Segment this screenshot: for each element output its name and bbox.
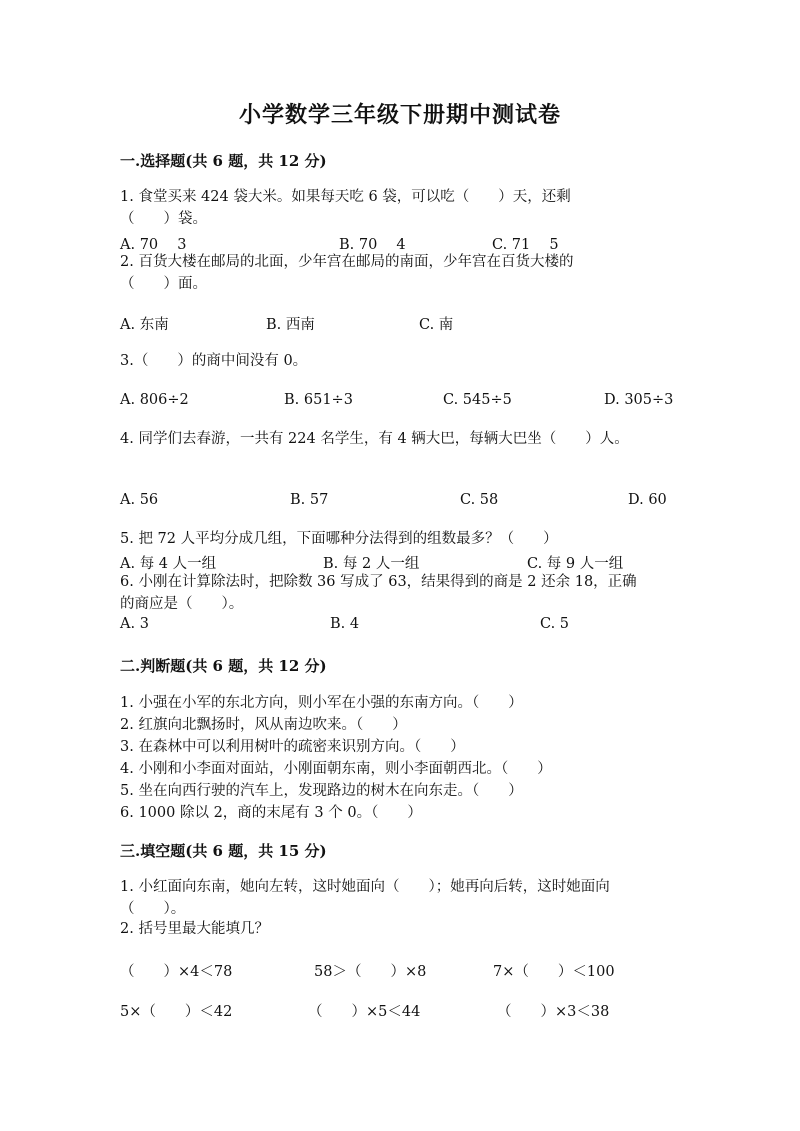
judgment-item: 6. 1000 除以 2，商的末尾有 3 个 0。（ ） bbox=[120, 805, 422, 821]
option-a[interactable]: A. 70 3 bbox=[120, 237, 187, 253]
question-4: 4. 同学们去春游，一共有 224 名学生，有 4 辆大巴，每辆大巴坐（ ）人。 bbox=[120, 431, 629, 447]
option-b[interactable]: B. 651÷3 bbox=[284, 392, 353, 408]
judgment-item: 1. 小强在小军的东北方向，则小军在小强的东南方向。（ ） bbox=[120, 695, 523, 711]
question-2-line-2: （ ）面。 bbox=[120, 276, 207, 292]
option-c[interactable]: C. 南 bbox=[419, 317, 454, 333]
option-c[interactable]: C. 71 5 bbox=[492, 237, 559, 253]
option-b[interactable]: B. 每 2 人一组 bbox=[323, 556, 420, 572]
question-1-line-2: （ ）袋。 bbox=[120, 211, 207, 227]
question-1-line-1: 1. 食堂买来 424 袋大米。如果每天吃 6 袋，可以吃（ ）天，还剩 bbox=[120, 189, 571, 205]
section-heading-judgment: 二.判断题(共 6 题，共 12 分) bbox=[120, 657, 327, 675]
option-b[interactable]: B. 70 4 bbox=[339, 237, 406, 253]
fill-question-2: 2. 括号里最大能填几？ bbox=[120, 921, 269, 937]
page-title: 小学数学三年级下册期中测试卷 bbox=[238, 102, 561, 128]
question-6-line-1: 6. 小刚在计算除法时，把除数 36 写成了 63，结果得到的商是 2 还余 18，正确 bbox=[120, 574, 637, 590]
judgment-item: 2. 红旗向北飘扬时，风从南边吹来。（ ） bbox=[120, 717, 407, 733]
option-a[interactable]: A. 806÷2 bbox=[120, 392, 189, 408]
section-heading-choice: 一.选择题(共 6 题，共 12 分) bbox=[120, 152, 327, 170]
option-d[interactable]: D. 60 bbox=[628, 492, 667, 508]
option-a[interactable]: A. 3 bbox=[120, 616, 149, 632]
option-b[interactable]: B. 西南 bbox=[266, 317, 315, 333]
fill-question-1-line-2: （ ）。 bbox=[120, 901, 186, 917]
fill-blank-item[interactable]: （ ）×5＜44 bbox=[308, 1004, 421, 1020]
judgment-item: 3. 在森林中可以利用树叶的疏密来识别方向。（ ） bbox=[120, 739, 465, 755]
fill-question-1-line-1: 1. 小红面向东南，她向左转，这时她面向（ ）；她再向后转，这时她面向 bbox=[120, 879, 610, 895]
option-b[interactable]: B. 57 bbox=[290, 492, 329, 508]
question-2-line-1: 2. 百货大楼在邮局的北面，少年宫在邮局的南面，少年宫在百货大楼的 bbox=[120, 254, 574, 270]
option-c[interactable]: C. 5 bbox=[540, 616, 570, 632]
option-a[interactable]: A. 56 bbox=[120, 492, 159, 508]
option-a[interactable]: A. 每 4 人一组 bbox=[120, 556, 217, 572]
fill-blank-item[interactable]: （ ）×3＜38 bbox=[497, 1004, 610, 1020]
option-d[interactable]: D. 305÷3 bbox=[604, 392, 674, 408]
question-5: 5. 把 72 人平均分成几组，下面哪种分法得到的组数最多？（ ） bbox=[120, 531, 558, 547]
section-heading-fill: 三.填空题(共 6 题，共 15 分) bbox=[120, 842, 327, 860]
option-c[interactable]: C. 545÷5 bbox=[443, 392, 512, 408]
option-a[interactable]: A. 东南 bbox=[120, 317, 169, 333]
option-c[interactable]: C. 每 9 人一组 bbox=[527, 556, 624, 572]
judgment-item: 4. 小刚和小李面对面站，小刚面朝东南，则小李面朝西北。（ ） bbox=[120, 761, 552, 777]
fill-blank-item[interactable]: 5×（ ）＜42 bbox=[120, 1004, 233, 1020]
fill-blank-item[interactable]: 58＞（ ）×8 bbox=[314, 964, 427, 980]
option-c[interactable]: C. 58 bbox=[460, 492, 499, 508]
judgment-item: 5. 坐在向西行驶的汽车上，发现路边的树木在向东走。（ ） bbox=[120, 783, 523, 799]
option-b[interactable]: B. 4 bbox=[330, 616, 360, 632]
fill-blank-item[interactable]: 7×（ ）＜100 bbox=[493, 964, 615, 980]
fill-blank-item[interactable]: （ ）×4＜78 bbox=[120, 964, 233, 980]
question-6-line-2: 的商应是（ ）。 bbox=[120, 596, 244, 612]
question-3: 3.（ ）的商中间没有 0。 bbox=[120, 353, 308, 369]
